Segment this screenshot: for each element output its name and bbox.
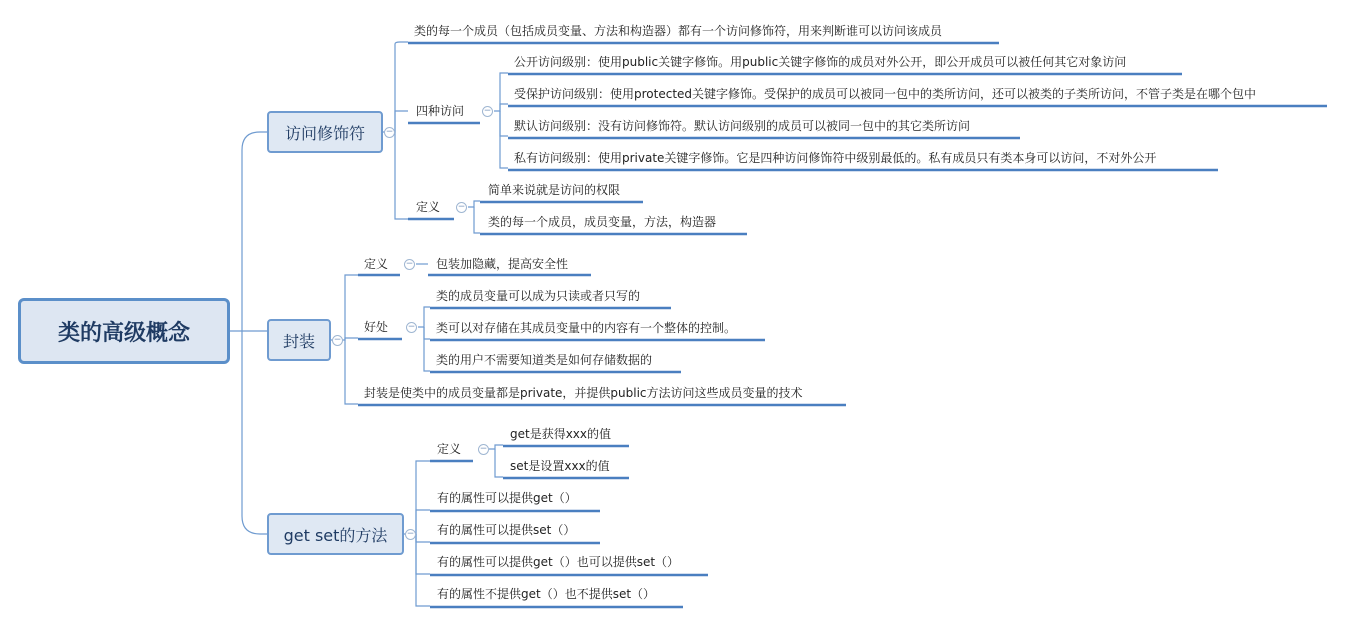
- collapse-toggle-getset-def[interactable]: −: [479, 444, 488, 454]
- access-protected[interactable]: 受保护访问级别：使用protected关键字修饰。受保护的成员可以被同一包中的类所访问，还可以被类的子类所访问，不管子类是在哪个包中: [514, 87, 1257, 101]
- branch-encapsulation[interactable]: 封装: [267, 319, 331, 361]
- access-def-2[interactable]: 类的每一个成员，成员变量，方法，构造器: [488, 215, 717, 229]
- getset-item-3[interactable]: 有的属性可以提供get（）也可以提供set（）: [437, 555, 680, 569]
- collapse-toggle-benefit[interactable]: −: [407, 322, 416, 332]
- encap-def-label[interactable]: 定义: [364, 257, 389, 271]
- collapse-toggle-four[interactable]: −: [483, 106, 492, 116]
- access-def-label[interactable]: 定义: [416, 200, 441, 214]
- collapse-toggle-getset[interactable]: −: [406, 529, 415, 539]
- encap-summary[interactable]: 封装是使类中的成员变量都是private，并提供public方法访问这些成员变量的技术: [364, 386, 803, 400]
- encap-def[interactable]: 包装加隐藏，提高安全性: [436, 257, 569, 271]
- root-topic[interactable]: 类的高级概念: [18, 298, 230, 364]
- access-public[interactable]: 公开访问级别：使用public关键字修饰。用public关键字修饰的成员对外公开，即公开成员可以被任何其它对象访问: [514, 55, 1127, 69]
- access-private[interactable]: 私有访问级别：使用private关键字修饰。它是四种访问修饰符中级别最低的。私有成员只有类本身可以访问，不对外公开: [514, 151, 1157, 165]
- collapse-toggle-access[interactable]: −: [385, 127, 394, 137]
- encap-benefit-1[interactable]: 类的成员变量可以成为只读或者只写的: [436, 289, 641, 303]
- access-default[interactable]: 默认访问级别：没有访问修饰符。默认访问级别的成员可以被同一包中的其它类所访问: [514, 119, 971, 133]
- branch-get-set[interactable]: get set的方法: [267, 513, 404, 555]
- encap-benefit-2[interactable]: 类可以对存储在其成员变量中的内容有一个整体的控制。: [436, 321, 737, 335]
- collapse-toggle-encap[interactable]: −: [333, 335, 342, 345]
- getset-def-label[interactable]: 定义: [437, 442, 462, 456]
- getset-item-2[interactable]: 有的属性可以提供set（）: [437, 523, 576, 537]
- encap-benefit-3[interactable]: 类的用户不需要知道类是如何存储数据的: [436, 353, 653, 367]
- getset-item-4[interactable]: 有的属性不提供get（）也不提供set（）: [437, 587, 656, 601]
- branch-access-modifiers[interactable]: 访问修饰符: [267, 111, 383, 153]
- collapse-toggle-encap-def[interactable]: −: [405, 259, 414, 269]
- getset-def-set[interactable]: set是设置xxx的值: [510, 459, 610, 473]
- getset-def-get[interactable]: get是获得xxx的值: [510, 427, 612, 441]
- encap-benefit-label[interactable]: 好处: [364, 320, 389, 334]
- four-access-label[interactable]: 四种访问: [416, 104, 465, 118]
- collapse-toggle-access-def[interactable]: −: [457, 202, 466, 212]
- access-intro[interactable]: 类的每一个成员（包括成员变量、方法和构造器）都有一个访问修饰符，用来判断谁可以访问该成员: [414, 24, 943, 38]
- access-def-1[interactable]: 简单来说就是访问的权限: [488, 183, 621, 197]
- getset-item-1[interactable]: 有的属性可以提供get（）: [437, 491, 577, 505]
